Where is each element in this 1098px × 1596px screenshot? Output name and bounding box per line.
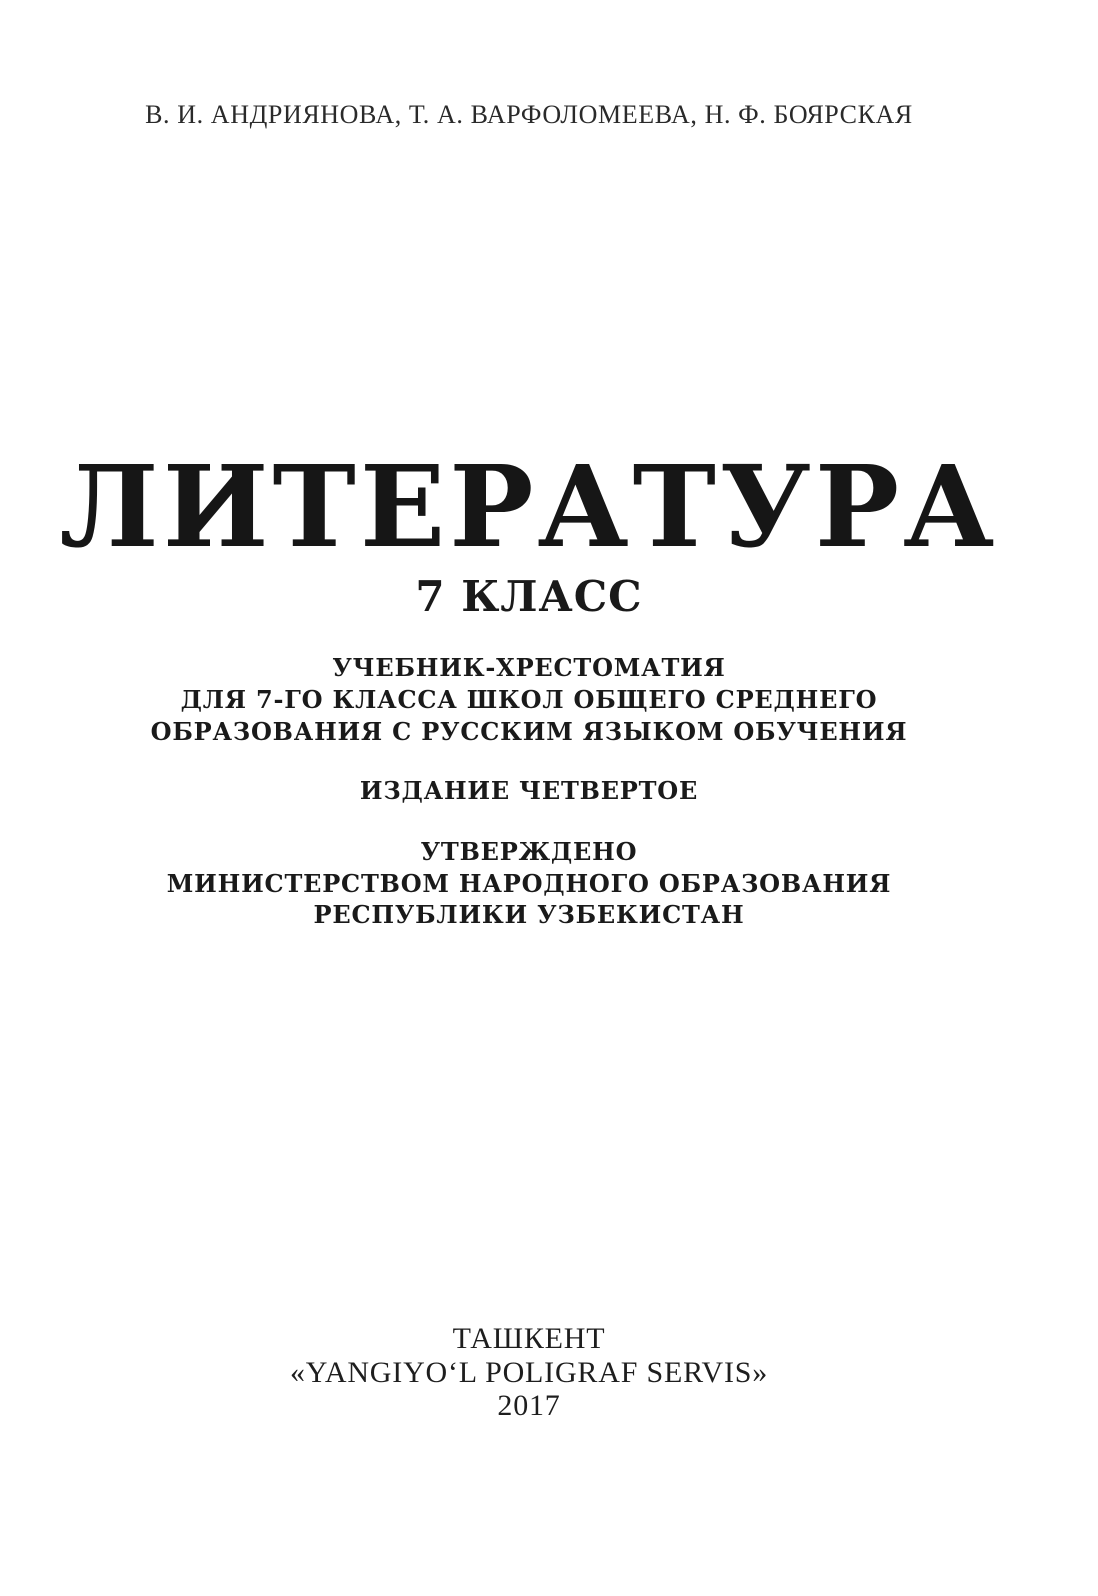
description-line-3: ОБРАЗОВАНИЯ С РУССКИМ ЯЗЫКОМ ОБУЧЕНИЯ xyxy=(150,717,908,746)
authors-line: В. И. АНДРИЯНОВА, Т. А. ВАРФОЛОМЕЕВА, Н. Ф. БОЯРСКАЯ xyxy=(145,100,913,129)
approval-line-2: МИНИСТЕРСТВОМ НАРОДНОГО ОБРАЗОВАНИЯ xyxy=(166,869,892,898)
imprint-city: ТАШКЕНТ xyxy=(452,1322,606,1355)
description-line-1: УЧЕБНИК-ХРЕСТОМАТИЯ xyxy=(332,653,726,682)
approval-line-1: УТВЕРЖДЕНО xyxy=(420,837,638,866)
imprint-year: 2017 xyxy=(497,1389,561,1422)
edition-label: ИЗДАНИЕ ЧЕТВЕРТОЕ xyxy=(359,776,699,805)
book-title: ЛИТЕРАТУРА xyxy=(59,442,999,573)
imprint-publisher: «YANGIYO‘L POLIGRAF SERVIS» xyxy=(289,1356,769,1389)
description-line-2: ДЛЯ 7-ГО КЛАССА ШКОЛ ОБЩЕГО СРЕДНЕГО xyxy=(180,685,878,714)
approval-line-3: РЕСПУБЛИКИ УЗБЕКИСТАН xyxy=(313,900,745,929)
grade-label: 7 КЛАСС xyxy=(415,572,643,621)
